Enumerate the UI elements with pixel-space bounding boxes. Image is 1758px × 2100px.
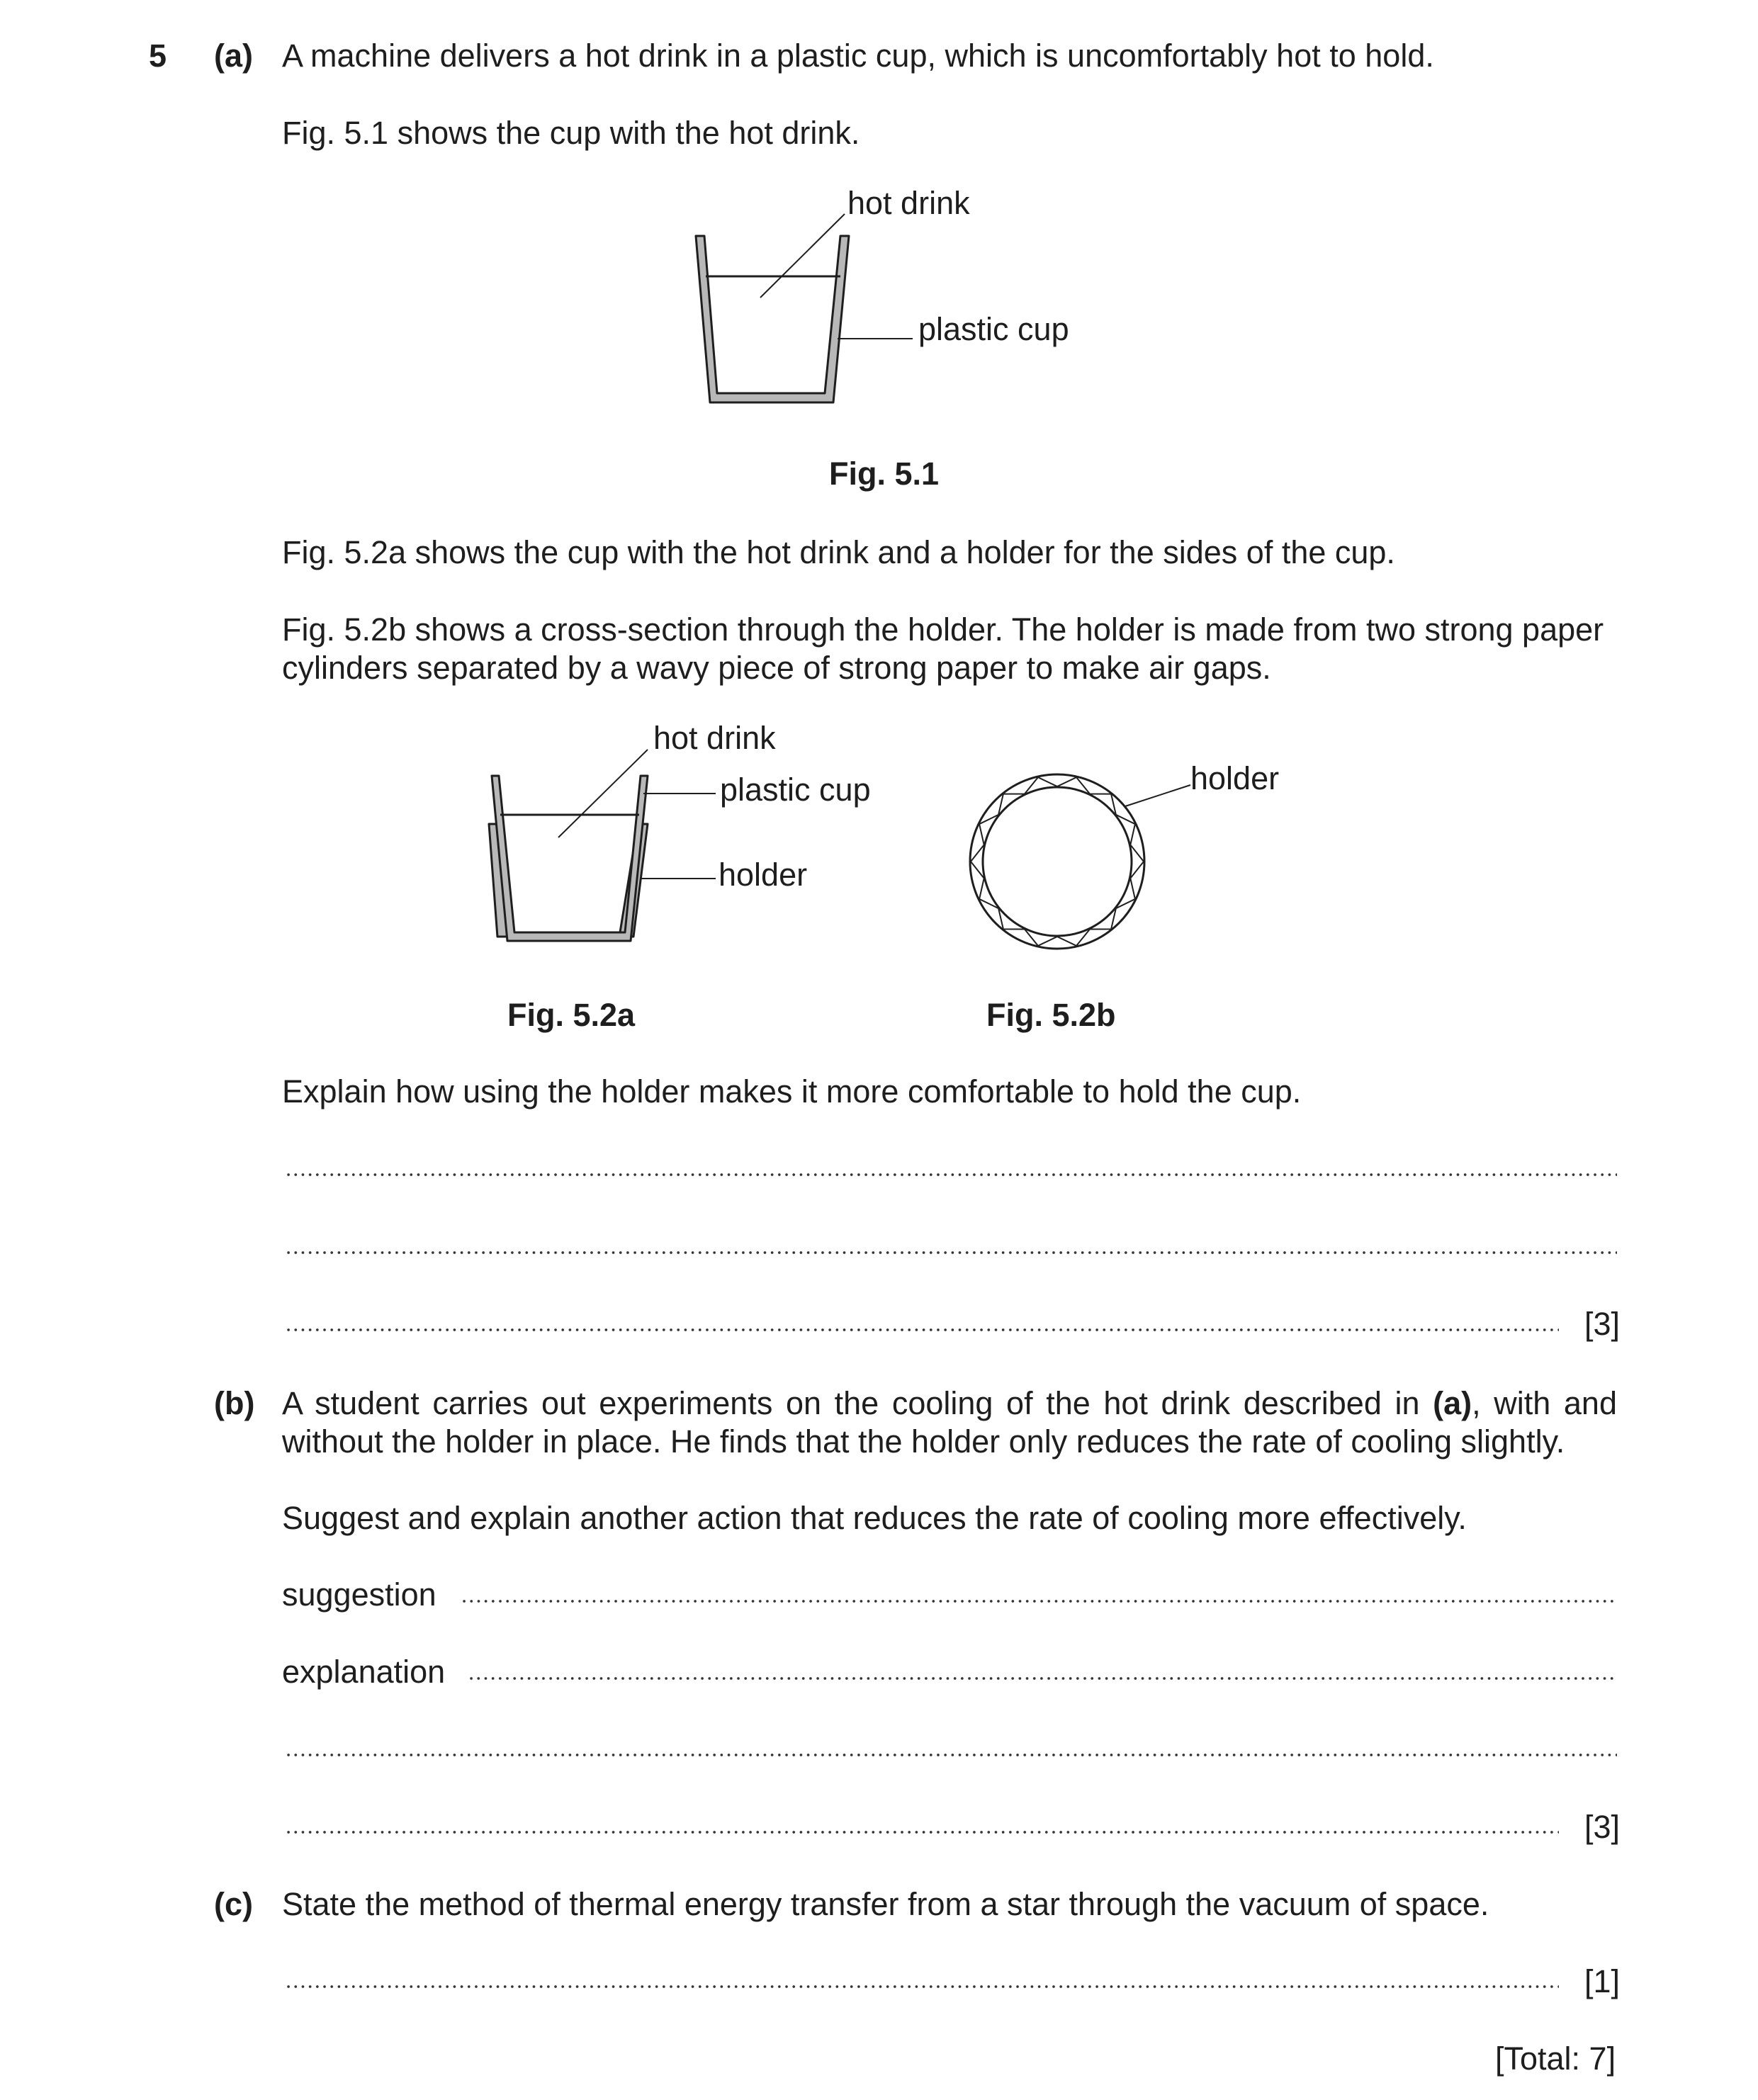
wavy-paper bbox=[971, 777, 1144, 946]
explanation-line-2[interactable] bbox=[285, 1753, 1617, 1757]
fig52b-description-line2: cylinders separated by a wavy piece of strong paper to make air gaps. bbox=[282, 650, 1271, 686]
fig52b-caption: Fig. 5.2b bbox=[986, 997, 1116, 1033]
fig52a-description: Fig. 5.2a shows the cup with the hot drink and a holder for the sides of the cup. bbox=[282, 534, 1395, 570]
explanation-line-1[interactable] bbox=[468, 1676, 1617, 1681]
fig51-label-hot-drink: hot drink bbox=[847, 185, 970, 221]
answer-line-a2[interactable] bbox=[285, 1251, 1617, 1255]
part-b-label: (b) bbox=[214, 1385, 255, 1421]
part-b-prompt: Suggest and explain another action that reduces the rate of cooling more effectively. bbox=[282, 1500, 1467, 1536]
fig51-caption: Fig. 5.1 bbox=[829, 456, 940, 492]
fig52a-label-plastic-cup: plastic cup bbox=[720, 772, 871, 808]
fig51-description: Fig. 5.1 shows the cup with the hot drink. bbox=[282, 115, 860, 151]
answer-line-a3[interactable] bbox=[285, 1328, 1559, 1332]
fig51-label-plastic-cup: plastic cup bbox=[918, 311, 1069, 347]
answer-line-a1[interactable] bbox=[285, 1173, 1617, 1177]
part-c-prompt: State the method of thermal energy transfer from a star through the vacuum of space. bbox=[282, 1886, 1489, 1922]
inner-cylinder bbox=[983, 787, 1132, 936]
total-marks: [Total: 7] bbox=[1495, 2040, 1616, 2077]
part-a-prompt: Explain how using the holder makes it more comfortable to hold the cup. bbox=[282, 1073, 1302, 1110]
suggestion-line[interactable] bbox=[461, 1599, 1617, 1603]
part-b-text-line1: A student carries out experiments on the cooling of the hot drink described in (a), with and bbox=[282, 1385, 1617, 1421]
holder-leader-b bbox=[1125, 785, 1190, 806]
part-c-marks: [1] bbox=[1584, 1963, 1621, 1999]
part-a-intro: A machine delivers a hot drink in a plastic cup, which is uncomfortably hot to hold. bbox=[282, 38, 1434, 74]
part-b-text-line2: without the holder in place. He finds that the holder only reduces the rate of cooling slightly. bbox=[282, 1423, 1565, 1460]
fig52a-label-holder: holder bbox=[719, 857, 808, 893]
part-a-label: (a) bbox=[214, 38, 253, 74]
fig52b-label-holder: holder bbox=[1190, 760, 1280, 796]
question-number: 5 bbox=[149, 38, 167, 74]
suggestion-label: suggestion bbox=[282, 1576, 436, 1613]
fig52a-label-hot-drink: hot drink bbox=[653, 720, 776, 756]
outer-cylinder bbox=[970, 774, 1144, 949]
answer-line-c[interactable] bbox=[285, 1985, 1559, 1989]
explanation-label: explanation bbox=[282, 1654, 446, 1690]
part-c-label: (c) bbox=[214, 1886, 253, 1922]
explanation-line-3[interactable] bbox=[285, 1830, 1559, 1834]
fig52a-caption: Fig. 5.2a bbox=[507, 997, 636, 1033]
part-a-marks: [3] bbox=[1584, 1306, 1621, 1342]
part-b-marks: [3] bbox=[1584, 1809, 1621, 1845]
fig52b-description-line1: Fig. 5.2b shows a cross-section through the holder. The holder is made from two strong paper bbox=[282, 611, 1604, 648]
